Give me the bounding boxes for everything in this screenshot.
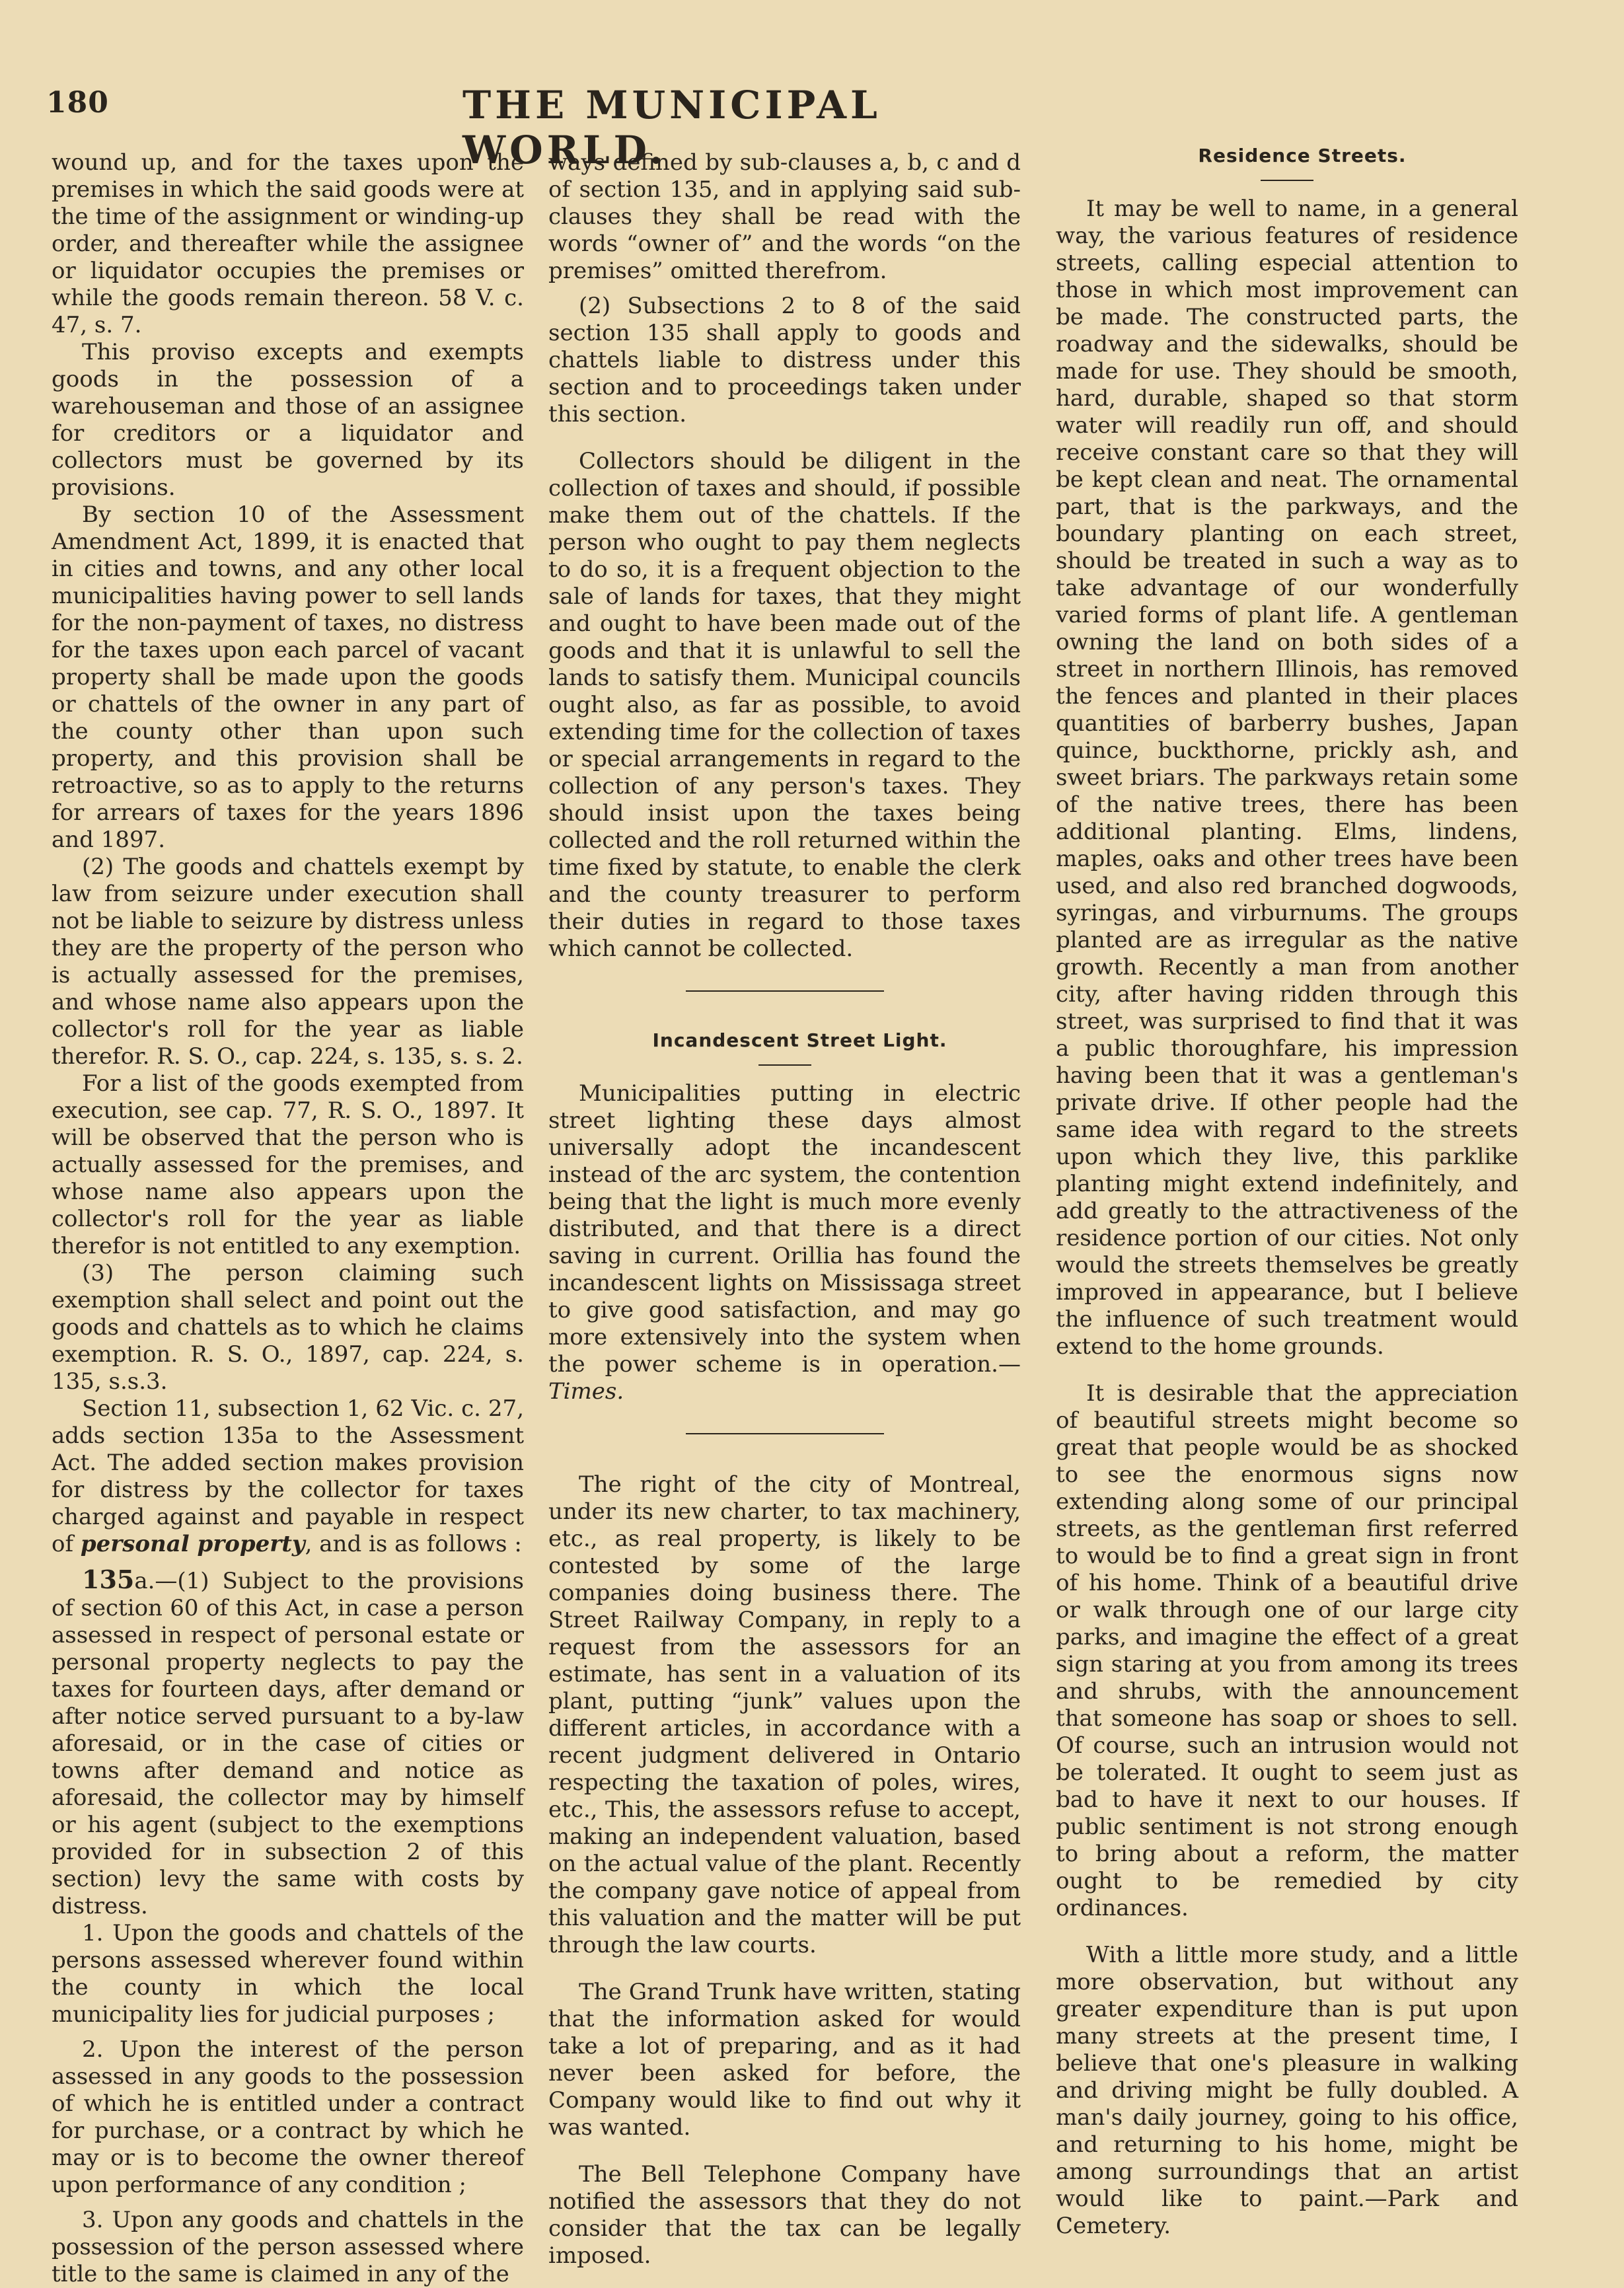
paragraph: The Bell Telephone Company have notified the assessors that they do not consider that the tax can be legally imposed.	[548, 2161, 1021, 2269]
section-number: 135	[82, 1565, 135, 1594]
paragraph: It is desirable that the appreciation of beautiful streets might become so great that people would be as shocked to see the enormous signs now extending along some of our principal streets, as the gentleman first referred to would be to find a great sign in front of his home. Think of a beautiful drive or walk through one of our large city parks, and imagine the effect of a great sign staring at you from among its trees and shrubs, with the announcement that someone has soap or shoes to sell. Of course, such an intrusion would not be tolerated. It ought to seem just as bad to have it next to our houses. If public sentiment is not strong enough to bring about a reform, the matter ought to be remedied by city ordinances.	[1056, 1380, 1518, 1921]
divider	[686, 1433, 884, 1434]
paragraph: It may be well to name, in a general way, the various features of residence streets, calling especial attention to those in which most improvement can be made. The constructed parts, the roadway and the sidewalks, should be made for use. They should be smooth, hard, durable, shaped so that storm water will readily run off, and should receive constant care so that they will be kept clean and neat. The ornamental part, that is the parkways, and the boundary planting on each street, should be treated in such a way as to take advantage of our wonderfully varied forms of plant life. A gentleman owning the land on both sides of a street in northern Illinois, has removed the fences and planted in their places quantities of barberry bushes, Japan quince, buckthorne, prickly ash, and sweet briars. The parkways retain some of the native trees, there has been additional planting. Elms, lindens, maples, oaks and other trees have been used, and also red branched dogwoods, syringas, and virburnums. The groups planted are as irregular as the native growth. Recently a man from another city, after having ridden through this street, was surprised to find that it was a public thoroughfare, his impression having been that it was a gentleman's private drive. If other people had the same idea with regard to the streets upon which they live, this parklike planting might extend indefinitely, and add greatly to the attractiveness of the residence portion of our cities. Not only would the streets themselves be greatly improved in appearance, but I believe the influence of such treatment would extend to the home grounds.	[1056, 196, 1518, 1360]
page-number: 180	[46, 86, 109, 120]
paragraph	[52, 1395, 524, 1558]
paragraph-text: Municipalities putting in electric street lighting these days almost universally adopt the incandescent instead of the arc system, the contention being that the light is much more evenly distributed, and that there is a direct saving in current. Orillia has found the incandescent lights on Mississaga street to give good satisfaction, and may go more extensively into the system when the power scheme is in operation.—	[548, 1080, 1021, 1378]
article-heading: Residence Streets.	[1198, 145, 1407, 166]
paragraph: With a little more study, and a little more observation, but without any greater expenditure than is put upon many streets at the present time, I believe that one's pleasure in walking and driving might be fully doubled. A man's daily journey, going to his office, and returning to his home, might be among surroundings that an artist would like to paint.—Park and Cemetery.	[1056, 1942, 1518, 2239]
paragraph-text: a.—(1) Subject to the provisions of section 60 of this Act, in case a person assessed in respect of personal estate or personal property neglects to pay the taxes for fourteen days, after demand or after notice served pursuant to a by-law aforesaid, or in the case of cities or towns after demand and notice as aforesaid, the collector may by himself or his agent (subject to the exemptions provided for in subsection 2 of this section) levy the same with costs by distress.	[52, 1568, 524, 1919]
article-heading: Incandescent Street Light.	[652, 1029, 947, 1051]
paragraph: (2) The goods and chattels exempt by law from seizure under execution shall not be liable to seizure by distress unless they are the property of the person who is actually assessed for the premises, and whose name also appears upon the collector's roll for the year as liable therefor. R. S. O., cap. 224, s. 135, s. s. 2.	[52, 854, 524, 1070]
paragraph: By section 10 of the Assessment Amendment Act, 1899, it is enacted that in cities and towns, and any other local municipalities having power to sell lands for the non-payment of taxes, no distress for the taxes upon each parcel of vacant property shall be made upon the goods or chattels of the owner in any part of the county other than upon such property, and this provision shall be retroactive, so as to apply to the returns for arrears of taxes for the years 1896 and 1897.	[52, 501, 524, 853]
paragraph: This proviso excepts and exempts goods in the possession of a warehouseman and those of an assignee for creditors or a liquidator and collectors must be governed by its provisions.	[52, 339, 524, 501]
paragraph: ways defined by sub-clauses a, b, c and d of section 135, and in applying said sub-clauses they shall be read with the words “owner of” and the words “on the premises” omitted therefrom.	[548, 149, 1021, 284]
paragraph: For a list of the goods exempted from execution, see cap. 77, R. S. O., 1897. It will be observed that the person who is actually assessed for the premises, and whose name also appears upon the collector's roll for the year as liable therefor is not entitled to any exemption.	[52, 1070, 524, 1259]
page-header	[46, 83, 1070, 172]
paragraph: (3) The person claiming such exemption shall select and point out the goods and chattels as to which he claims exemption. R. S. O., 1897, cap. 224, s. 135, s.s.3.	[52, 1260, 524, 1395]
paragraph: The right of the city of Montreal, under its new charter, to tax machinery, etc., as real property, is likely to be contested by some of the large companies doing business there. The Street Railway Company, in reply to a request from the assessors for an estimate, has sent in a valuation of its plant, putting “junk” values upon the different articles, in accordance with a recent judgment delivered in Ontario respecting the taxation of poles, wires, etc., This, the assessors refuse to accept, making an independent valuation, based on the actual value of the plant. Recently the company gave notice of appeal from this valuation and the matter will be put through the law courts.	[548, 1471, 1021, 1958]
italic-term: personal property	[80, 1531, 305, 1557]
source-credit: Times.	[548, 1378, 624, 1405]
column-3	[1056, 144, 1518, 2240]
paragraph: 3. Upon any goods and chattels in the possession of the person assessed where title to the same is claimed in any of the	[52, 2207, 524, 2287]
paragraph: 1. Upon the goods and chattels of the persons assessed wherever found within the county in which the local municipality lies for judicial purposes ;	[52, 1920, 524, 2028]
journal-title: THE MUNICIPAL WORLD.	[462, 83, 881, 172]
divider	[686, 990, 884, 992]
column-1	[52, 149, 524, 2288]
paragraph	[52, 1566, 524, 1920]
paragraph-text: , and is as follows :	[305, 1531, 522, 1557]
paragraph: The Grand Trunk have written, stating that the information asked for would take a lot of preparing, and as it had never been asked for before, the Company would like to find out why it was wanted.	[548, 1979, 1021, 2141]
divider	[758, 1064, 811, 1066]
column-2	[548, 149, 1021, 2270]
paragraph: 2. Upon the interest of the person assessed in any goods to the possession of which he is entitled under a contract for purchase, or a contract by which he may or is to become the owner thereof upon performance of any condition ;	[52, 2036, 524, 2198]
paragraph: Collectors should be diligent in the collection of taxes and should, if possible make them out of the chattels. If the person who ought to pay them neglects to do so, it is a frequent objection to the sale of lands for taxes, that they might and ought to have been made out of the goods and that it is unlawful to sell the lands to satisfy them. Municipal councils ought also, as far as possible, to avoid extending time for the collection of taxes or special arrangements in regard to the collection of any person's taxes. They should insist upon the taxes being collected and the roll returned within the time fixed by statute, to enable the clerk and the county treasurer to perform their duties in regard to those taxes which cannot be collected.	[548, 448, 1021, 962]
paragraph: (2) Subsections 2 to 8 of the said section 135 shall apply to goods and chattels liable to distress under this section and to proceedings taken under this section.	[548, 293, 1021, 427]
paragraph	[548, 1080, 1021, 1405]
paragraph-text: Section 11, subsection 1, 62 Vic. c. 27, adds section 135a to the Assessment Act. The added section makes provision for distress by the collector for taxes charged against and payable in respect of	[52, 1395, 524, 1557]
paragraph: wound up, and for the taxes upon the premises in which the said goods were at the time of the assignment or winding-up order, and thereafter while the assignee or liquidator occupies the premises or while the goods remain thereon. 58 V. c. 47, s. 7.	[52, 149, 524, 338]
divider	[1261, 180, 1313, 181]
